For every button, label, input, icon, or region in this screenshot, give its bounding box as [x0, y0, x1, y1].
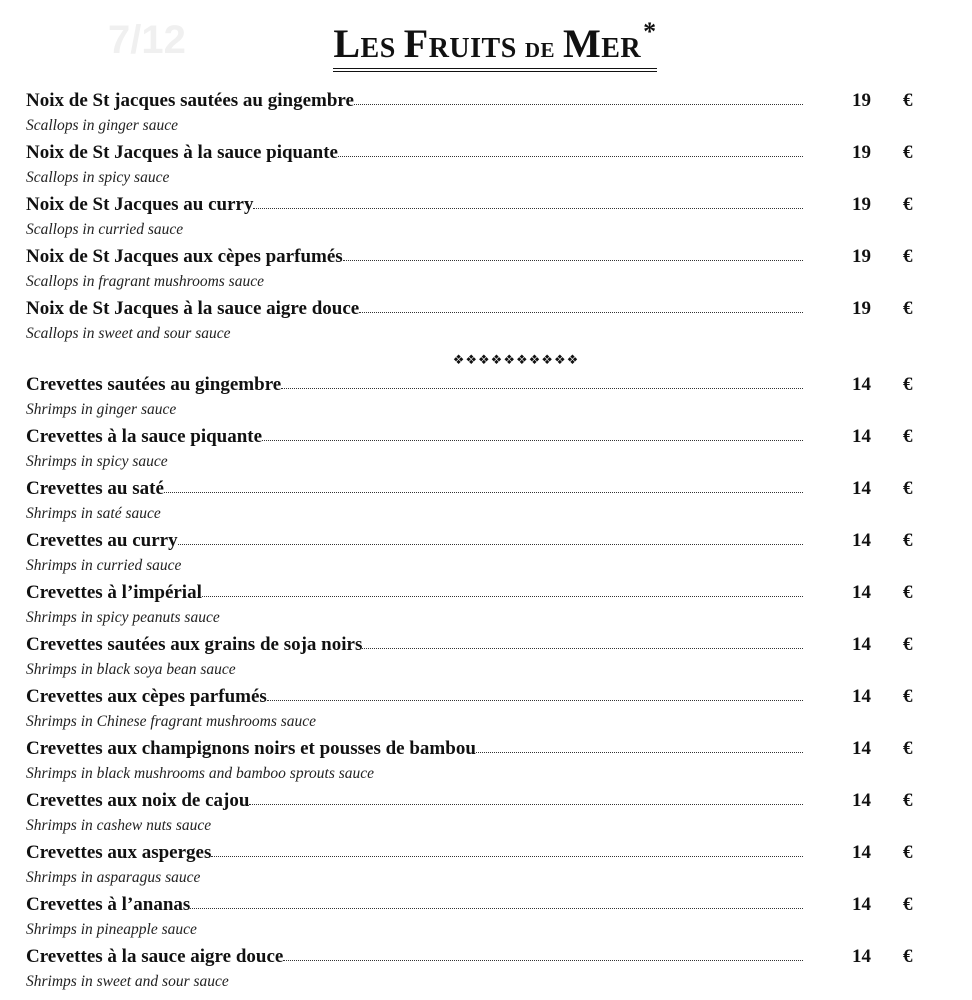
dish-price: 14 — [852, 790, 871, 811]
menu-item — [26, 946, 926, 998]
dish-description: Shrimps in black soya bean sauce — [26, 661, 236, 678]
dotted-leader — [202, 596, 803, 597]
page-number: 7/12 — [108, 18, 186, 62]
dotted-leader — [362, 648, 803, 649]
currency-symbol: € — [903, 142, 913, 163]
dish-price: 14 — [852, 842, 871, 863]
dish-price: 19 — [852, 194, 871, 215]
title-asterisk: * — [643, 17, 657, 46]
menu-item — [26, 634, 926, 686]
dish-name: Crevettes sautées aux grains de soja noirs — [26, 634, 363, 655]
menu-list — [26, 90, 926, 998]
dish-name: Crevettes à la sauce piquante — [26, 426, 263, 447]
menu-item — [26, 842, 926, 894]
dish-name: Crevettes à l’ananas — [26, 894, 191, 915]
menu-item — [26, 686, 926, 738]
dish-name: Crevettes aux noix de cajou — [26, 790, 250, 811]
currency-symbol: € — [903, 426, 913, 447]
dish-price: 14 — [852, 946, 871, 967]
currency-symbol: € — [903, 738, 913, 759]
dish-description: Scallops in spicy sauce — [26, 169, 170, 186]
menu-item — [26, 426, 926, 478]
currency-symbol: € — [903, 90, 913, 111]
dotted-leader — [211, 856, 803, 857]
dotted-leader — [178, 544, 803, 545]
title-word-2: Fruits — [403, 21, 517, 66]
menu-item — [26, 142, 926, 194]
dotted-leader — [253, 208, 803, 209]
currency-symbol: € — [903, 894, 913, 915]
dish-description: Shrimps in sweet and sour sauce — [26, 973, 229, 990]
currency-symbol: € — [903, 582, 913, 603]
dish-name: Noix de St Jacques au curry — [26, 194, 254, 215]
dish-price: 14 — [852, 738, 871, 759]
menu-item — [26, 298, 926, 350]
dish-name: Crevettes aux cèpes parfumés — [26, 686, 267, 707]
title-container — [0, 18, 972, 72]
dish-description: Scallops in ginger sauce — [26, 117, 178, 134]
dish-name: Crevettes au saté — [26, 478, 164, 499]
currency-symbol: € — [903, 374, 913, 395]
dish-description: Scallops in sweet and sour sauce — [26, 325, 231, 342]
currency-symbol: € — [903, 634, 913, 655]
dish-name: Noix de St Jacques à la sauce piquante — [26, 142, 338, 163]
dish-price: 19 — [852, 142, 871, 163]
menu-item — [26, 738, 926, 790]
currency-symbol: € — [903, 246, 913, 267]
dish-price: 19 — [852, 90, 871, 111]
dotted-leader — [164, 492, 803, 493]
menu-item — [26, 582, 926, 634]
dish-description: Shrimps in Chinese fragrant mushrooms sauce — [26, 713, 317, 730]
dotted-leader — [359, 312, 803, 313]
menu-item — [26, 530, 926, 582]
dish-description: Shrimps in ginger sauce — [26, 401, 177, 418]
dish-description: Scallops in fragrant mushrooms sauce — [26, 273, 264, 290]
scallops-section — [26, 90, 926, 350]
menu-item — [26, 478, 926, 530]
menu-item — [26, 90, 926, 142]
dish-description: Shrimps in saté sauce — [26, 505, 161, 522]
dish-description: Shrimps in curried sauce — [26, 557, 182, 574]
menu-item — [26, 246, 926, 298]
currency-symbol: € — [903, 842, 913, 863]
menu-item — [26, 790, 926, 842]
dotted-leader — [267, 700, 803, 701]
dotted-leader — [249, 804, 803, 805]
dish-name: Crevettes aux asperges — [26, 842, 212, 863]
currency-symbol: € — [903, 478, 913, 499]
dotted-leader — [343, 260, 803, 261]
dish-description: Scallops in curried sauce — [26, 221, 184, 238]
dotted-leader — [262, 440, 803, 441]
dish-name: Crevettes aux champignons noirs et pousses de bambou — [26, 738, 476, 759]
dish-name: Noix de St Jacques aux cèpes parfumés — [26, 246, 343, 267]
shrimps-section — [26, 374, 926, 998]
dish-price: 14 — [852, 426, 871, 447]
dotted-leader — [283, 960, 803, 961]
menu-item — [26, 194, 926, 246]
dish-price: 14 — [852, 478, 871, 499]
menu-item — [26, 894, 926, 946]
dotted-leader — [354, 104, 803, 105]
dish-price: 14 — [852, 686, 871, 707]
dotted-leader — [190, 908, 803, 909]
dish-name: Crevettes au curry — [26, 530, 178, 551]
dish-price: 19 — [852, 246, 871, 267]
dish-name: Noix de St jacques sautées au gingembre — [26, 90, 354, 111]
dish-name: Crevettes sautées au gingembre — [26, 374, 282, 395]
page-title — [333, 18, 656, 72]
menu-item — [26, 374, 926, 426]
currency-symbol: € — [903, 194, 913, 215]
currency-symbol: € — [903, 686, 913, 707]
dish-price: 19 — [852, 298, 871, 319]
title-word-3: de — [524, 31, 555, 64]
title-word-4: Mer — [563, 21, 642, 66]
dish-price: 14 — [852, 894, 871, 915]
dotted-leader — [281, 388, 803, 389]
currency-symbol: € — [903, 790, 913, 811]
currency-symbol: € — [903, 530, 913, 551]
currency-symbol: € — [903, 298, 913, 319]
dish-price: 14 — [852, 374, 871, 395]
dish-name: Noix de St Jacques à la sauce aigre douce — [26, 298, 360, 319]
dotted-leader — [338, 156, 803, 157]
dish-description: Shrimps in spicy sauce — [26, 453, 168, 470]
dish-description: Shrimps in spicy peanuts sauce — [26, 609, 220, 626]
dish-description: Shrimps in asparagus sauce — [26, 869, 201, 886]
dish-description: Shrimps in black mushrooms and bamboo sprouts sauce — [26, 765, 375, 782]
section-divider: ❖❖❖❖❖❖❖❖❖❖ — [452, 352, 580, 367]
dish-name: Crevettes à la sauce aigre douce — [26, 946, 284, 967]
currency-symbol: € — [903, 946, 913, 967]
dish-price: 14 — [852, 634, 871, 655]
dish-description: Shrimps in cashew nuts sauce — [26, 817, 212, 834]
dish-name: Crevettes à l’impérial — [26, 582, 202, 603]
dish-price: 14 — [852, 530, 871, 551]
dish-price: 14 — [852, 582, 871, 603]
dotted-leader — [476, 752, 803, 753]
title-word-1: Les — [333, 21, 396, 66]
dish-description: Shrimps in pineapple sauce — [26, 921, 197, 938]
